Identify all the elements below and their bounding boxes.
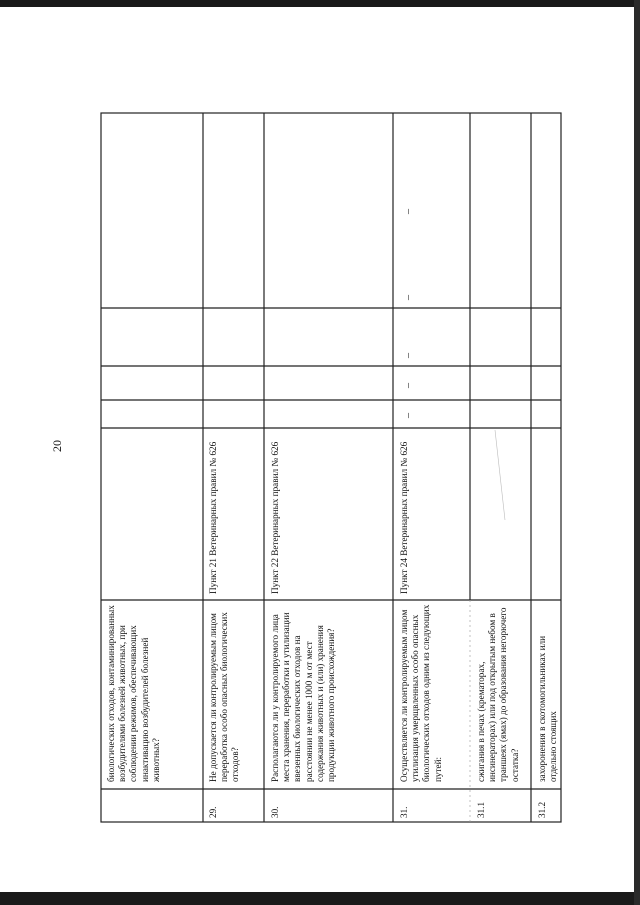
row-3-mark-1: – (403, 413, 414, 418)
row-5-number: 31.2 (537, 801, 547, 818)
row-3-basis: Пункт 24 Ветеринарных правил № 626 (399, 441, 409, 594)
row-4-question: сжигания в печах (крематорах, инсинераторах) или под открытым небом в траншеях (ямах) до образования негорючего остатка? (476, 607, 520, 782)
row-1-basis: Пункт 21 Ветеринарных правил № 626 (208, 441, 218, 594)
row-2-basis: Пункт 22 Ветеринарных правил № 626 (270, 441, 280, 594)
row-5-question: захоронения в скотомогильниках или отдельно стоящих (537, 636, 559, 782)
row-3-question: Осуществляется ли контролируемым лицом утилизация умерщвленных особо опасных биологических отходов одним из следующих путей: (399, 604, 443, 782)
row-3-mark-3: – (403, 353, 414, 358)
row-2-question: Располагаются ли у контролируемого лица места хранения, переработки и утилизации ввезенных биологических отходов на расстоянии не менее 1000 м от мест содержания животных и (или) хранения продукции животного происхождения? (270, 612, 337, 782)
row-3-mark-5: – (403, 209, 414, 214)
row-4-number: 31.1 (476, 801, 486, 818)
page-number: 20 (50, 440, 64, 452)
row-1-number: 29. (208, 806, 218, 818)
row-1-question: Не допускается ли контролируемым лицом переработка особо опасных биологических отходов? (208, 612, 241, 782)
row-2-number: 30. (270, 806, 280, 818)
row-3-number: 31. (399, 806, 409, 818)
row-3-mark-2: – (403, 383, 414, 388)
row-3-mark-4: – (403, 295, 414, 300)
row-0-question: биологических отходов, контаминированных возбудителями болезней животных, при соблюдении режимов, обеспечивающих инактивацию возбудителей болезней животных? (106, 605, 161, 782)
